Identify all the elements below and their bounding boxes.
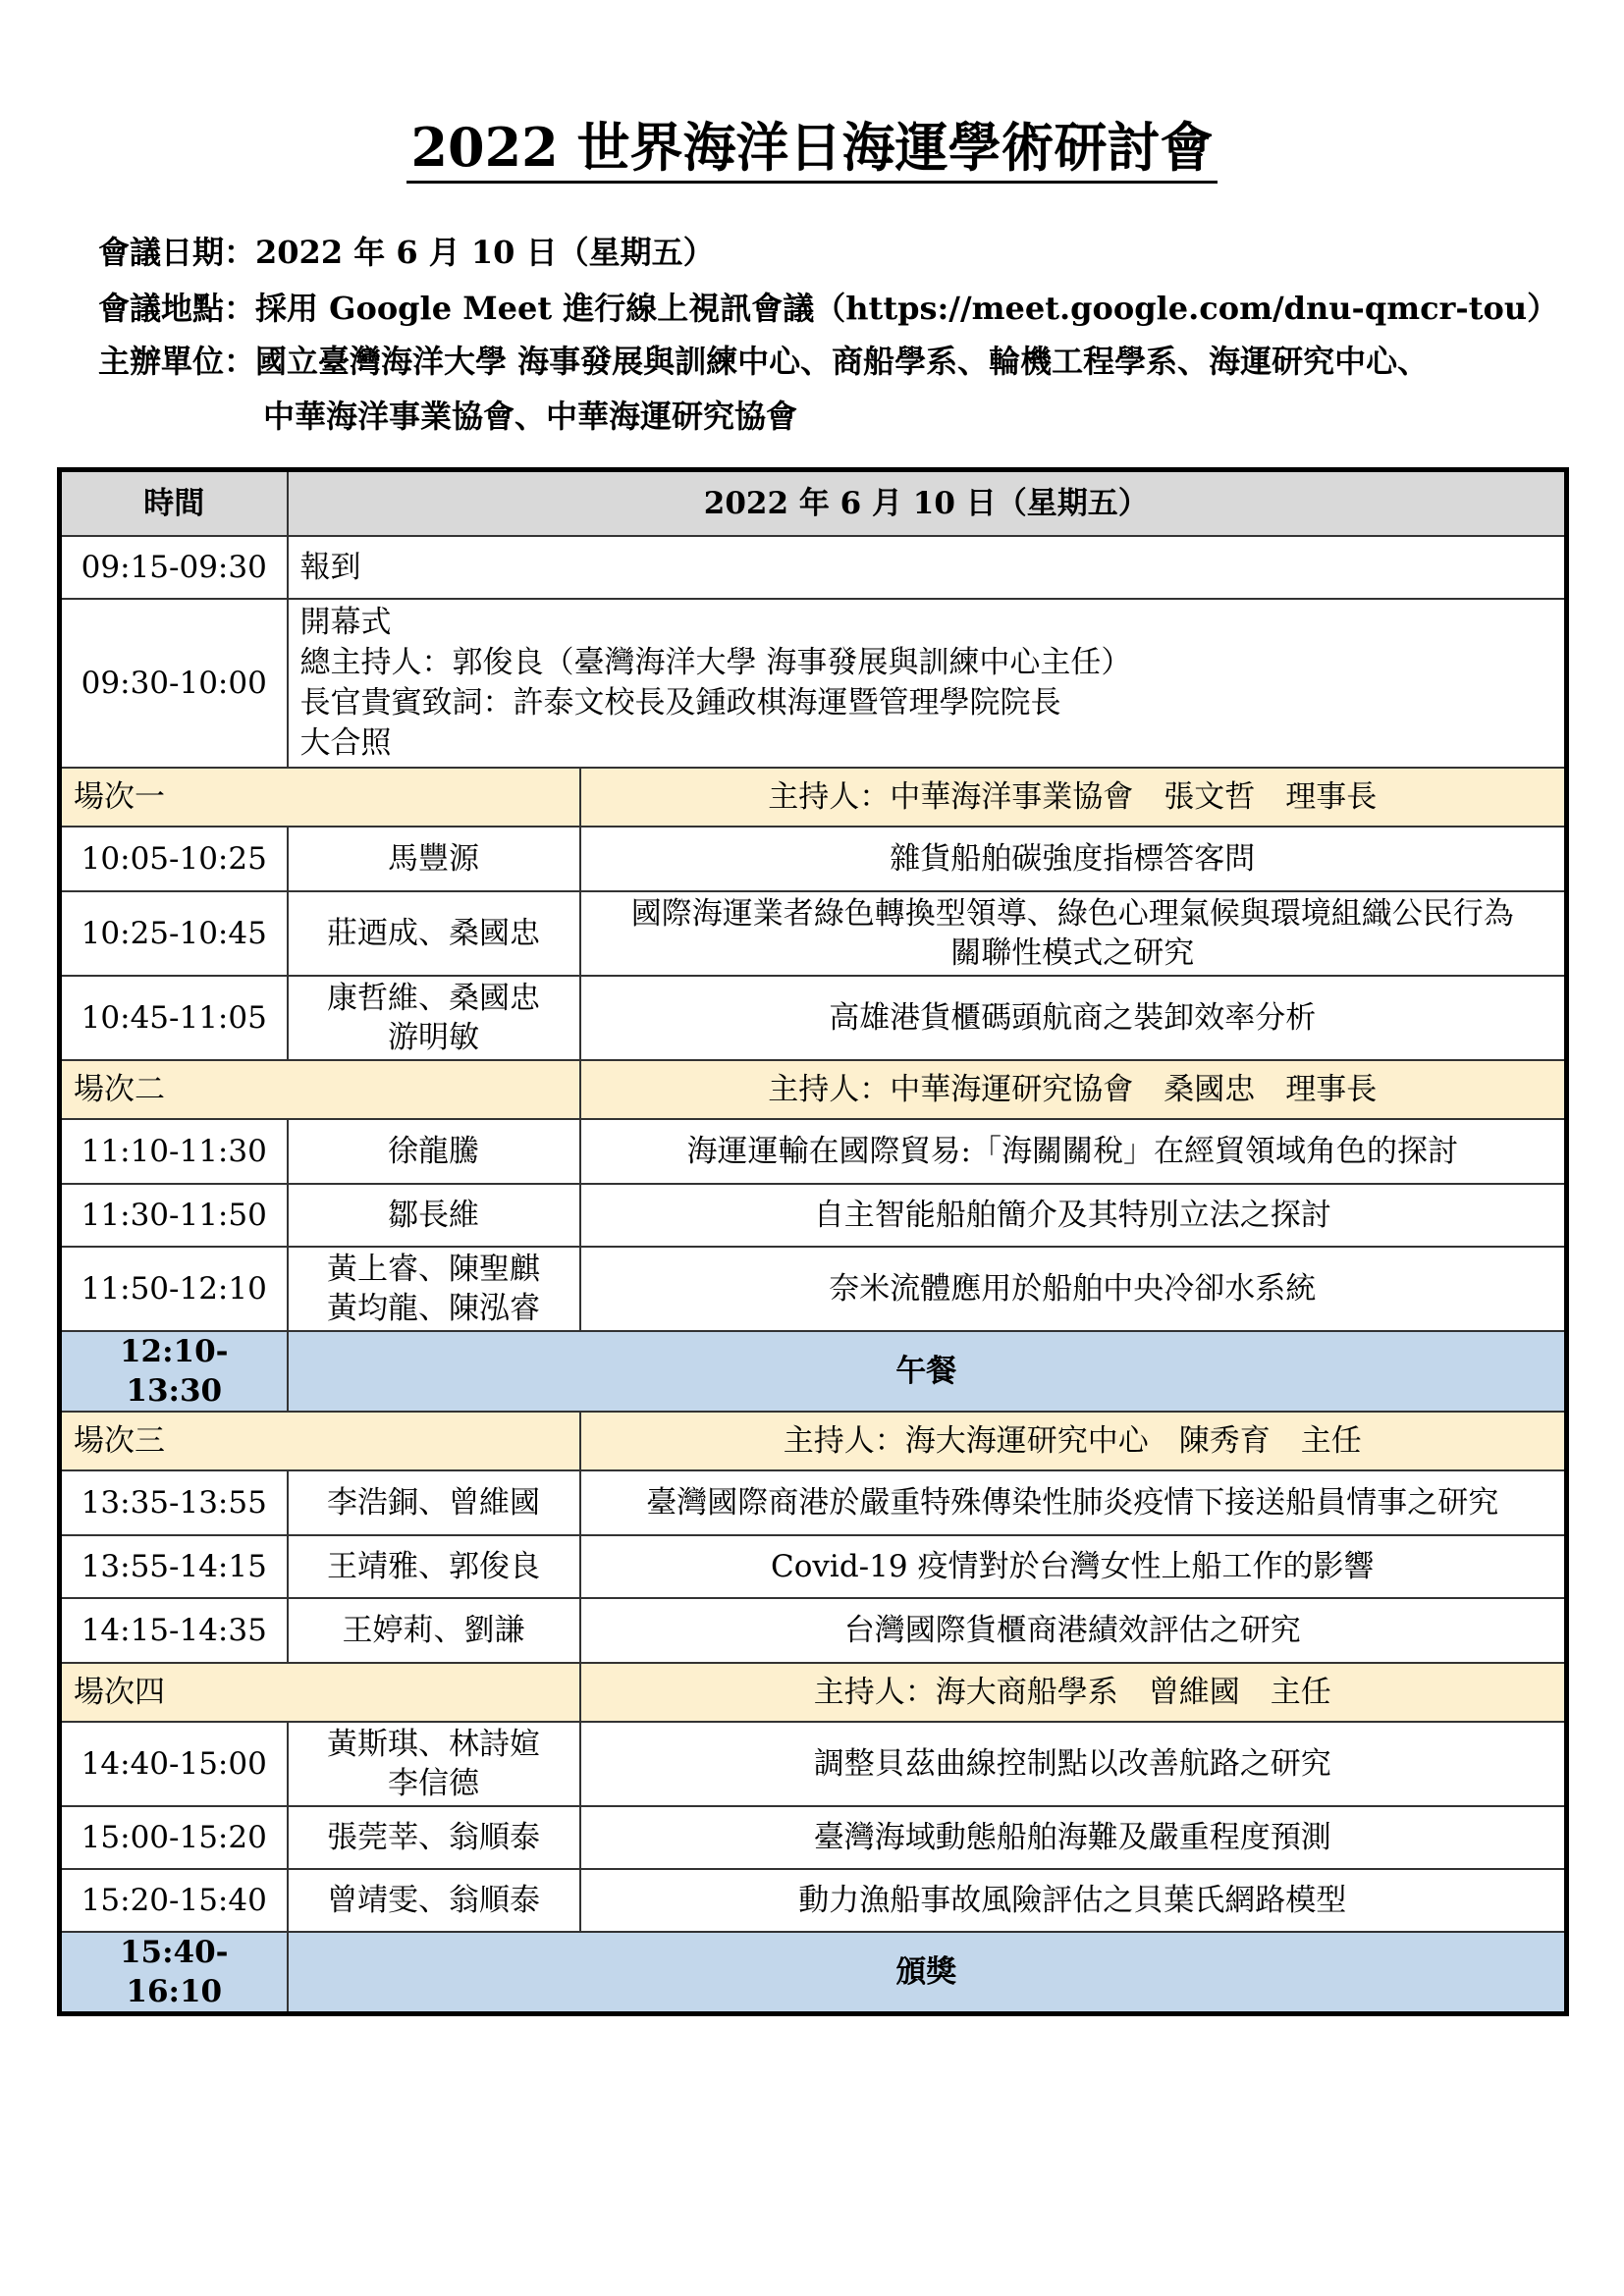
lunch-time: 12:10-13:30 — [60, 1331, 288, 1412]
session-label: 場次三 — [60, 1412, 580, 1470]
page-title — [0, 113, 1624, 182]
header-date: 2022 年 6 月 10 日（星期五） — [288, 470, 1567, 537]
session-label: 場次一 — [60, 768, 580, 827]
talk-speakers: 徐龍騰 — [288, 1119, 580, 1184]
talk-time: 10:25-10:45 — [60, 891, 288, 976]
session-header-row — [60, 1412, 1567, 1470]
talk-topic: 高雄港貨櫃碼頭航商之裝卸效率分析 — [580, 976, 1567, 1060]
speaker-line: 游明敏 — [388, 1020, 479, 1055]
organizers-continued — [263, 395, 1624, 438]
venue-label: 會議地點： — [98, 290, 256, 327]
talk-time: 10:05-10:25 — [60, 827, 288, 891]
table-row — [60, 1535, 1567, 1598]
talk-topic: Covid-19 疫情對於台灣女性上船工作的影響 — [580, 1535, 1567, 1598]
table-row — [60, 1470, 1567, 1535]
talk-time: 11:50-12:10 — [60, 1247, 288, 1331]
talk-speakers: 馬豐源 — [288, 827, 580, 891]
table-row — [60, 1119, 1567, 1184]
talk-speakers — [288, 1247, 580, 1331]
talk-time: 14:15-14:35 — [60, 1598, 288, 1663]
opening-line: 長官貴賓致詞：許泰文校長及鍾政棋海運暨管理學院院長 — [299, 685, 1061, 721]
talk-time: 15:00-15:20 — [60, 1806, 288, 1869]
award-time: 15:40-16:10 — [60, 1932, 288, 2014]
lunch-text: 午餐 — [288, 1331, 1567, 1412]
title-text: 2022 世界海洋日海運學術研討會 — [406, 116, 1217, 184]
award-row — [60, 1932, 1567, 2014]
opening-line: 總主持人：郭俊良（臺灣海洋大學 海事發展與訓練中心主任） — [299, 645, 1132, 680]
table-row — [60, 1722, 1567, 1806]
schedule-table — [57, 467, 1569, 2016]
header-time: 時間 — [60, 470, 288, 537]
speaker-line: 康哲維、桑國忠 — [327, 981, 540, 1016]
talk-time: 10:45-11:05 — [60, 976, 288, 1060]
session-header-row — [60, 768, 1567, 827]
talk-speakers — [288, 1722, 580, 1806]
speaker-line: 黃均龍、陳泓睿 — [327, 1291, 540, 1326]
speaker-line: 黃斯琪、林詩媗 — [327, 1727, 540, 1762]
session-host: 主持人：中華海運研究協會 桑國忠 理事長 — [580, 1060, 1567, 1119]
talk-topic: 自主智能船舶簡介及其特別立法之探討 — [580, 1184, 1567, 1247]
talk-time: 15:20-15:40 — [60, 1869, 288, 1932]
opening-row — [60, 599, 1567, 768]
talk-time: 11:30-11:50 — [60, 1184, 288, 1247]
registration-time: 09:15-09:30 — [60, 536, 288, 599]
session-header-row — [60, 1060, 1567, 1119]
date-label: 會議日期： — [98, 234, 256, 271]
table-row — [60, 891, 1567, 976]
table-row — [60, 1806, 1567, 1869]
talk-topic: 雜貨船舶碳強度指標答客問 — [580, 827, 1567, 891]
lunch-row — [60, 1331, 1567, 1412]
registration-row — [60, 536, 1567, 599]
talk-speakers — [288, 976, 580, 1060]
opening-line: 開幕式 — [299, 605, 392, 640]
table-row — [60, 976, 1567, 1060]
talk-speakers: 莊迺成、桑國忠 — [288, 891, 580, 976]
talk-topic: 調整貝茲曲線控制點以改善航路之研究 — [580, 1722, 1567, 1806]
opening-details — [288, 599, 1567, 768]
table-header-row — [60, 470, 1567, 537]
session-host: 主持人：海大商船學系 曾維國 主任 — [580, 1663, 1567, 1722]
talk-topic: 海運運輸在國際貿易:「海關關稅」在經貿領域角色的探討 — [580, 1119, 1567, 1184]
speaker-line: 黃上睿、陳聖麒 — [327, 1252, 540, 1287]
talk-speakers: 鄒長維 — [288, 1184, 580, 1247]
table-row — [60, 827, 1567, 891]
speaker-line: 李信德 — [388, 1766, 479, 1801]
talk-time: 13:35-13:55 — [60, 1470, 288, 1535]
organizers — [98, 340, 1551, 383]
meeting-venue — [98, 287, 1559, 330]
session-host: 主持人：海大海運研究中心 陳秀育 主任 — [580, 1412, 1567, 1470]
talk-time: 14:40-15:00 — [60, 1722, 288, 1806]
session-label: 場次四 — [60, 1663, 580, 1722]
talk-topic: 臺灣海域動態船舶海難及嚴重程度預測 — [580, 1806, 1567, 1869]
talk-speakers: 張莞莘、翁順泰 — [288, 1806, 580, 1869]
topic-line: 國際海運業者綠色轉換型領導、綠色心理氣候與環境組織公民行為 — [630, 896, 1514, 932]
award-text: 頒獎 — [288, 1932, 1567, 2014]
host-line-1: 國立臺灣海洋大學 海事發展與訓練中心、商船學系、輪機工程學系、海運研究中心、 — [255, 343, 1430, 380]
table-row — [60, 1598, 1567, 1663]
talk-speakers: 王婷莉、劉謙 — [288, 1598, 580, 1663]
session-host: 主持人：中華海洋事業協會 張文哲 理事長 — [580, 768, 1567, 827]
talk-topic: 奈米流體應用於船舶中央冷卻水系統 — [580, 1247, 1567, 1331]
talk-speakers: 李浩銅、曾維國 — [288, 1470, 580, 1535]
registration-text: 報到 — [288, 536, 1567, 599]
talk-topic: 動力漁船事故風險評估之貝葉氏網路模型 — [580, 1869, 1567, 1932]
table-row — [60, 1184, 1567, 1247]
session-header-row — [60, 1663, 1567, 1722]
table-row — [60, 1247, 1567, 1331]
talk-topic: 台灣國際貨櫃商港績效評估之研究 — [580, 1598, 1567, 1663]
host-line-2: 中華海洋事業協會、中華海運研究協會 — [263, 398, 798, 435]
venue-value: 採用 Google Meet 進行線上視訊會議（https://meet.google.com/dnu-qmcr-tou） — [255, 290, 1559, 327]
talk-time: 11:10-11:30 — [60, 1119, 288, 1184]
date-value: 2022 年 6 月 10 日（星期五） — [255, 234, 715, 271]
table-row — [60, 1869, 1567, 1932]
talk-topic — [580, 891, 1567, 976]
meeting-date — [98, 231, 1551, 274]
talk-speakers: 王靖雅、郭俊良 — [288, 1535, 580, 1598]
topic-line: 關聯性模式之研究 — [950, 935, 1195, 971]
host-label: 主辦單位： — [98, 343, 256, 380]
opening-line: 大合照 — [299, 725, 392, 761]
talk-time: 13:55-14:15 — [60, 1535, 288, 1598]
session-label: 場次二 — [60, 1060, 580, 1119]
talk-topic: 臺灣國際商港於嚴重特殊傳染性肺炎疫情下接送船員情事之研究 — [580, 1470, 1567, 1535]
talk-speakers: 曾靖雯、翁順泰 — [288, 1869, 580, 1932]
opening-time: 09:30-10:00 — [60, 599, 288, 768]
